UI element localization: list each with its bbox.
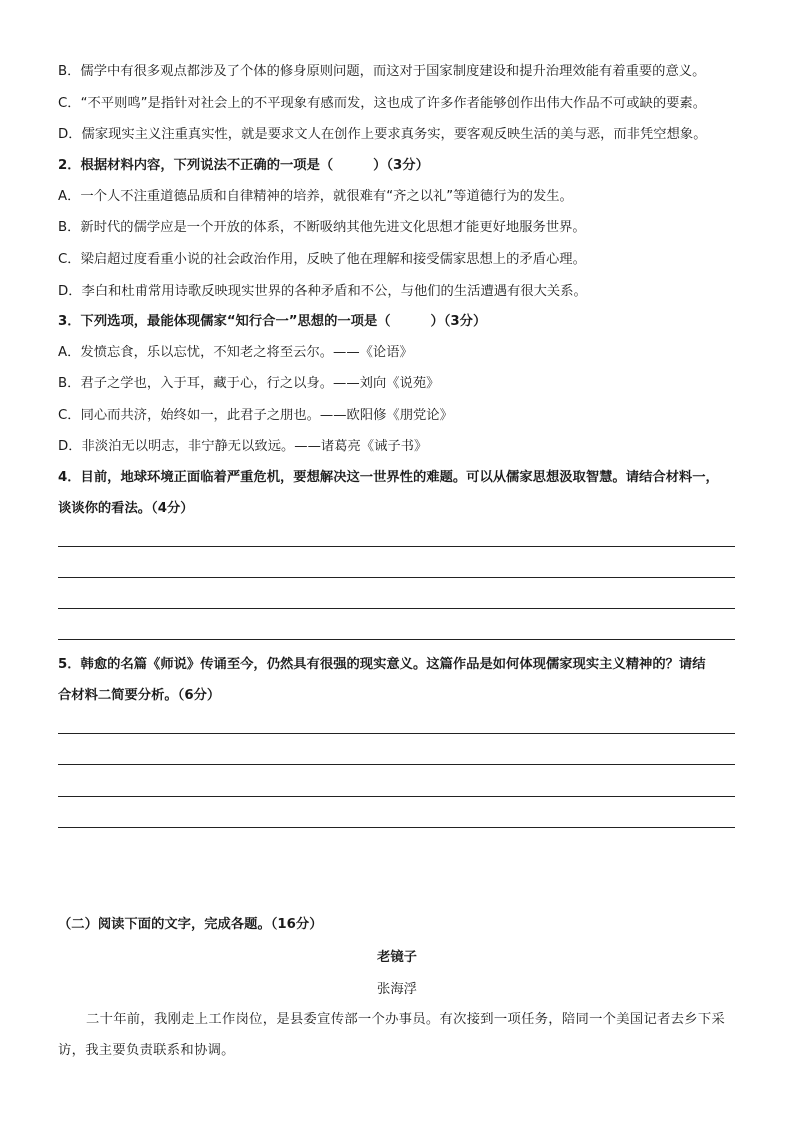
q4-answer-line[interactable] — [58, 546, 735, 547]
q5-stem-line2: 合材料二简要分析。（6分） — [58, 688, 221, 703]
q5-answer-line[interactable] — [58, 827, 735, 828]
q3-stem: 3．下列选项，最能体现儒家“知行合一”思想的一项是（ ）（3分） — [58, 314, 487, 329]
q5-stem-line1: 5．韩愈的名篇《师说》传诵至今，仍然具有很强的现实意义。这篇作品是如何体现儒家现实主义精神的？请结 — [58, 657, 706, 672]
article-title: 老镜子 — [377, 950, 417, 965]
article-paragraph: 二十年前，我刚走上工作岗位，是县委宣传部一个办事员。有次接到一项任务，陪同一个美国记者去乡下采访，我主要负责联系和协调。 — [58, 1012, 726, 1058]
q2-option-c: C．梁启超过度看重小说的社会政治作用，反映了他在理解和接受儒家思想上的矛盾心理。 — [58, 252, 586, 267]
q2-stem: 2．根据材料内容，下列说法不正确的一项是（ ）（3分） — [58, 158, 429, 173]
q5-answer-line[interactable] — [58, 796, 735, 797]
q3-option-a: A．发愤忘食，乐以忘忧，不知老之将至云尔。——《论语》 — [58, 345, 413, 360]
q2-option-b: B．新时代的儒学应是一个开放的体系，不断吸纳其他先进文化思想才能更好地服务世界。 — [58, 220, 586, 235]
q1-option-c: C．“不平则鸣”是指针对社会上的不平现象有感而发，这也成了许多作者能够创作出伟大作品不可或缺的要素。 — [58, 96, 707, 111]
q4-answer-line[interactable] — [58, 639, 735, 640]
q3-option-b: B．君子之学也，入于耳，藏于心，行之以身。——刘向《说苑》 — [58, 376, 440, 391]
q4-stem-line2: 谈谈你的看法。（4分） — [58, 501, 194, 516]
q1-option-b: B．儒学中有很多观点都涉及了个体的修身原则问题，而这对于国家制度建设和提升治理效能有着重要的意义。 — [58, 64, 706, 79]
q1-option-d: D．儒家现实主义注重真实性，就是要求文人在创作上要求真务实，要客观反映生活的美与恶，而非凭空想象。 — [58, 127, 707, 142]
q2-option-a: A．一个人不注重道德品质和自律精神的培养，就很难有“齐之以礼”等道德行为的发生。 — [58, 189, 573, 204]
article-author: 张海浮 — [377, 982, 417, 997]
q4-answer-line[interactable] — [58, 577, 735, 578]
section-heading: （二）阅读下面的文字，完成各题。（16分） — [58, 917, 323, 932]
q5-answer-line[interactable] — [58, 733, 735, 734]
q5-answer-line[interactable] — [58, 764, 735, 765]
q3-option-c: C．同心而共济，始终如一，此君子之朋也。——欧阳修《朋党论》 — [58, 408, 453, 423]
q2-option-d: D．李白和杜甫常用诗歌反映现实世界的各种矛盾和不公，与他们的生活遭遇有很大关系。 — [58, 284, 587, 299]
q4-stem-line1: 4．目前，地球环境正面临着严重危机，要想解决这一世界性的难题。可以从儒家思想汲取智慧。请结合材料一， — [58, 470, 719, 485]
q3-option-d: D．非淡泊无以明志，非宁静无以致远。——诸葛亮《诫子书》 — [58, 439, 428, 454]
q4-answer-line[interactable] — [58, 608, 735, 609]
